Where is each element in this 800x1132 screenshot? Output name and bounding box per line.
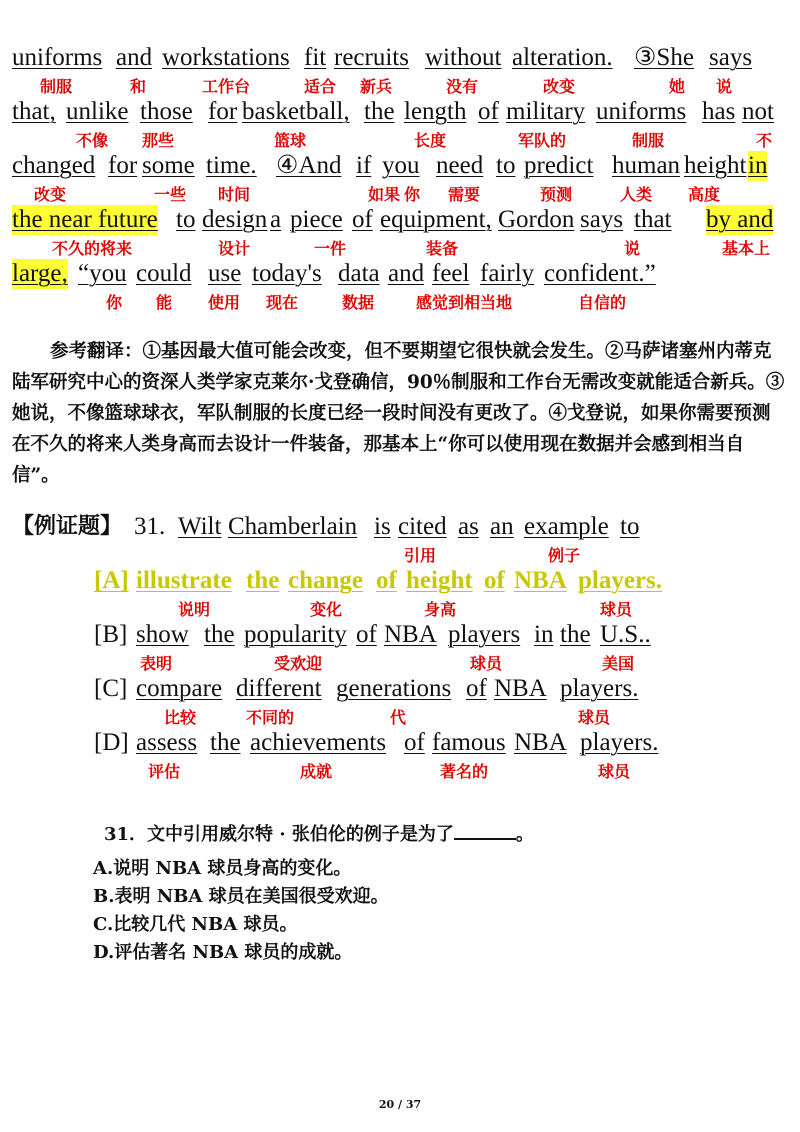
word: fairly	[480, 260, 535, 287]
word: equipment,	[380, 206, 492, 233]
word: NBA	[494, 675, 547, 702]
word: the	[210, 729, 241, 756]
word: players.	[578, 567, 663, 594]
word: and	[388, 260, 425, 287]
word: of	[356, 621, 377, 648]
word: human	[612, 152, 681, 179]
word: an	[490, 513, 514, 540]
gloss: 表明	[140, 654, 173, 673]
word: Chamberlain	[228, 513, 358, 540]
word: of	[478, 98, 499, 125]
word: confident.”	[544, 260, 656, 287]
word: changed	[12, 152, 96, 179]
word: the	[246, 567, 280, 594]
word: assess	[136, 729, 198, 756]
word: example	[524, 513, 609, 540]
word: U.S..	[600, 621, 651, 648]
gloss: 人类	[620, 185, 653, 204]
gloss: 你	[106, 293, 123, 312]
word: “you	[78, 260, 127, 287]
word: says	[580, 206, 624, 233]
word: ④And	[276, 152, 342, 179]
gloss: 那些	[142, 131, 175, 150]
word: of	[404, 729, 425, 756]
gloss: 不像	[76, 131, 109, 150]
gloss: 代	[390, 708, 407, 727]
chinese-question-text: 31．文中引用威尔特 · 张伯伦的例子是为了	[104, 824, 454, 845]
word: Wilt	[178, 513, 222, 540]
gloss: 数据	[342, 293, 375, 312]
word: to	[496, 152, 516, 179]
word: use	[208, 260, 242, 287]
word: recruits	[334, 44, 409, 71]
answer-blank	[454, 820, 516, 840]
chinese-option-a: A.说明 NBA 球员身高的变化。	[93, 858, 352, 879]
word: says	[709, 44, 753, 71]
word: those	[140, 98, 193, 125]
word: illustrate	[136, 567, 232, 594]
word: data	[338, 260, 380, 287]
word: show	[136, 621, 189, 648]
word: length	[404, 98, 467, 125]
word: time.	[206, 152, 257, 179]
word-highlighted: large,	[12, 260, 68, 287]
word: Gordon	[498, 206, 575, 233]
gloss: 制服	[40, 77, 73, 96]
word: of	[466, 675, 487, 702]
word: some	[142, 152, 195, 179]
gloss: 感觉到相当地	[416, 293, 513, 312]
word: cited	[398, 513, 447, 540]
option-letter: [A]	[94, 567, 129, 594]
word: that	[634, 206, 672, 233]
chinese-question-end: 。	[515, 824, 534, 845]
gloss: 说	[716, 77, 733, 96]
word: players.	[560, 675, 639, 702]
gloss: 她	[669, 77, 686, 96]
page-number: 20 / 37	[378, 1098, 422, 1111]
chinese-question	[104, 820, 534, 849]
word: for	[208, 98, 238, 125]
gloss: 时间	[218, 185, 251, 204]
gloss: 适合	[304, 77, 337, 96]
word: and	[116, 44, 153, 71]
word: NBA	[384, 621, 437, 648]
gloss: 你	[404, 185, 421, 204]
gloss: 著名的	[440, 762, 489, 781]
gloss: 基本上	[722, 239, 771, 258]
word: the	[204, 621, 235, 648]
gloss: 制服	[632, 131, 665, 150]
phrase-highlighted: the near future	[12, 206, 158, 233]
gloss: 没有	[446, 77, 479, 96]
gloss: 一些	[154, 185, 187, 204]
word: a	[270, 206, 282, 233]
chinese-option-d: D.评估著名 NBA 球员的成就。	[93, 942, 353, 963]
chinese-option-c: C.比较几代 NBA 球员。	[93, 914, 298, 935]
option-letter: [B]	[94, 621, 128, 648]
word: generations	[336, 675, 452, 702]
question-number: 31.	[134, 513, 166, 540]
chinese-option-b: B.表明 NBA 球员在美国很受欢迎。	[93, 886, 389, 907]
word: if	[356, 152, 372, 179]
gloss: 高度	[688, 185, 721, 204]
word: players	[448, 621, 521, 648]
word: ③She	[634, 44, 694, 71]
word: need	[436, 152, 484, 179]
gloss: 预测	[540, 185, 573, 204]
word: predict	[524, 152, 594, 179]
gloss: 设计	[218, 239, 251, 258]
word: workstations	[162, 44, 290, 71]
word: height	[406, 567, 473, 594]
reference-translation: 参考翻译：①基因最大值可能会改变，但不要期望它很快就会发生。②马萨诸塞州内蒂克陆军研究中心的资深人类学家克莱尔·戈登确信，90％制服和工作台无需改变就能适合新兵。③她说，不像篮球球衣，军队制服的长度已经一段时间没有更改了。④戈登说，如果你需要预测在不久的将来人类身高而去设计一件装备，那基本上“你可以使用现在数据并会感到相当自信”。	[12, 341, 785, 486]
word: NBA	[514, 567, 567, 594]
gloss: 需要	[448, 185, 481, 204]
gloss: 一件	[314, 239, 347, 258]
word: popularity	[244, 621, 347, 648]
gloss: 球员	[598, 762, 631, 781]
word: is	[374, 513, 391, 540]
word: achievements	[250, 729, 387, 756]
phrase-highlighted: by and	[706, 206, 774, 233]
word: of	[352, 206, 373, 233]
word: in	[534, 621, 554, 648]
gloss: 美国	[602, 654, 635, 673]
word: alteration.	[512, 44, 613, 71]
gloss: 现在	[266, 293, 299, 312]
word: famous	[432, 729, 506, 756]
word: piece	[290, 206, 343, 233]
gloss: 说	[624, 239, 641, 258]
gloss: 不久的将来	[52, 239, 133, 258]
gloss: 不同的	[246, 708, 295, 727]
word: not	[742, 98, 774, 125]
gloss: 不	[756, 131, 773, 150]
word: design	[202, 206, 268, 233]
word: fit	[304, 44, 327, 71]
gloss: 和	[130, 77, 147, 96]
gloss: 球员	[470, 654, 503, 673]
gloss: 引用	[404, 546, 437, 565]
gloss: 变化	[310, 600, 343, 619]
word: height	[684, 152, 747, 179]
gloss: 如果	[368, 185, 401, 204]
word: compare	[136, 675, 223, 702]
word: uniforms	[596, 98, 687, 125]
word: NBA	[514, 729, 567, 756]
gloss: 改变	[543, 77, 576, 96]
gloss: 篮球	[274, 131, 307, 150]
word: of	[484, 567, 505, 594]
gloss: 成就	[300, 762, 333, 781]
gloss: 自信的	[578, 293, 627, 312]
gloss: 能	[156, 293, 173, 312]
gloss: 新兵	[360, 77, 393, 96]
word: has	[702, 98, 736, 125]
gloss: 受欢迎	[274, 654, 323, 673]
word: could	[136, 260, 192, 287]
word: change	[288, 567, 363, 594]
gloss: 军队的	[518, 131, 567, 150]
word: to	[176, 206, 196, 233]
word: uniforms	[12, 44, 103, 71]
gloss: 例子	[548, 546, 581, 565]
word-highlighted: in	[748, 152, 768, 179]
word: military	[506, 98, 586, 125]
word: basketball,	[242, 98, 350, 125]
word: that,	[12, 98, 56, 125]
example-question-tag: 【例证题】	[12, 514, 123, 539]
gloss: 说明	[178, 600, 211, 619]
word: feel	[432, 260, 470, 287]
word: players.	[580, 729, 659, 756]
word: of	[376, 567, 397, 594]
option-letter: [C]	[94, 675, 128, 702]
word: to	[620, 513, 640, 540]
word: unlike	[66, 98, 129, 125]
gloss: 使用	[208, 293, 241, 312]
word: the	[560, 621, 591, 648]
gloss: 球员	[600, 600, 633, 619]
word: you	[382, 152, 420, 179]
gloss: 评估	[148, 762, 181, 781]
word: for	[108, 152, 138, 179]
gloss: 工作台	[202, 77, 251, 96]
word: today's	[252, 260, 322, 287]
word: the	[364, 98, 395, 125]
gloss: 改变	[34, 185, 67, 204]
option-letter: [D]	[94, 729, 129, 756]
gloss: 比较	[164, 708, 197, 727]
gloss: 球员	[578, 708, 611, 727]
gloss: 长度	[414, 131, 447, 150]
word: as	[458, 513, 479, 540]
word: different	[236, 675, 322, 702]
word: without	[425, 44, 502, 71]
gloss: 装备	[426, 239, 459, 258]
gloss: 身高	[424, 600, 457, 619]
